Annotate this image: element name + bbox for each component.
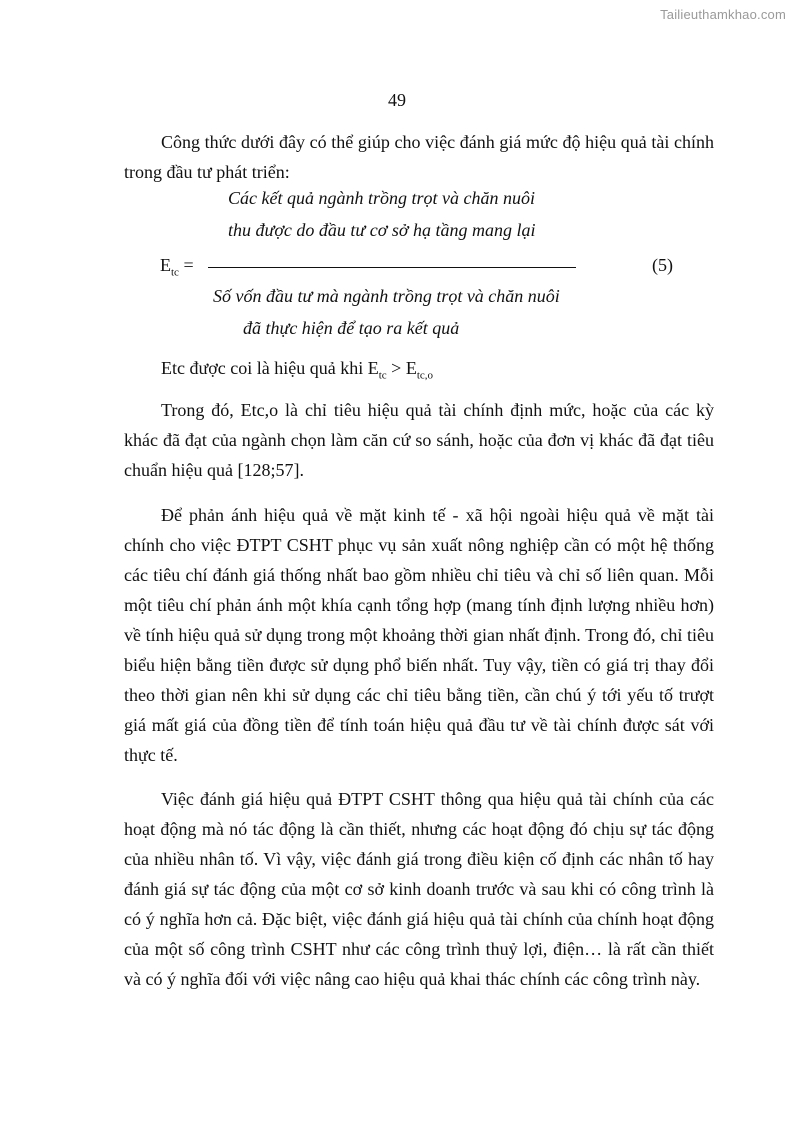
condition-line bbox=[161, 358, 433, 382]
condition-operator: > E bbox=[386, 358, 417, 378]
condition-text: Etc được coi là hiệu quả khi E bbox=[161, 358, 379, 378]
condition-subscript-2: tc,o bbox=[416, 369, 434, 382]
paragraph-socioeconomic: Để phản ánh hiệu quả về mặt kinh tế - xã hội ngoài hiệu quả về mặt tài chính cho việc ĐTPT CSHT phục vụ sản xuất nông nghiệp cần có một hệ thống các tiêu chí đánh giá thống nhất bao gồm nhiều chỉ tiêu và chỉ số liên quan. Mỗi một tiêu chí phản ánh một khía cạnh tổng hợp (mang tính định lượng nhiều hơn) về tính hiệu quả sử dụng trong một khoảng thời gian nhất định. Trong đó, chỉ tiêu biểu hiện bằng tiền được sử dụng phổ biến nhất. Tuy vậy, tiền có giá trị thay đổi theo thời gian nên khi sử dụng các chỉ tiêu bằng tiền, cần chú ý tới yếu tố trượt giá mất giá của đồng tiền để tính toán hiệu quả đầu tư về tài chính được sát với thực tế. bbox=[124, 505, 714, 765]
formula-lhs bbox=[160, 255, 194, 279]
intro-paragraph: Công thức dưới đây có thể giúp cho việc đánh giá mức độ hiệu quả tài chính trong đầu tư phát triển: bbox=[124, 132, 714, 182]
page-number: 49 bbox=[388, 90, 406, 110]
equation-number: (5) bbox=[652, 255, 673, 275]
formula-block bbox=[0, 188, 794, 348]
formula-equals: = bbox=[178, 255, 194, 275]
formula-numerator-line-2: thu được do đầu tư cơ sở hạ tầng mang lại bbox=[228, 220, 536, 240]
paragraph-evaluation: Việc đánh giá hiệu quả ĐTPT CSHT thông qua hiệu quả tài chính của các hoạt động mà nó tác động là cần thiết, nhưng các hoạt động đó chịu sự tác động của nhiều nhân tố. Vì vậy, việc đánh giá trong điều kiện cố định các nhân tố hay đánh giá sự tác động của một cơ sở kinh doanh trước và sau khi có công trình là có ý nghĩa hơn cả. Đặc biệt, việc đánh giá hiệu quả tài chính của chính hoạt động của một số công trình CSHT như các công trình thuỷ lợi, điện… là rất cần thiết và có ý nghĩa đối với việc nâng cao hiệu quả khai thác chính các công trình này. bbox=[124, 789, 714, 989]
paragraph-definition: Trong đó, Etc,o là chỉ tiêu hiệu quả tài chính định mức, hoặc của các kỳ khác đã đạt của ngành chọn làm căn cứ so sánh, hoặc của đơn vị khác đã đạt tiêu chuẩn hiệu quả [128;57]. bbox=[124, 400, 714, 480]
formula-lhs-base: E bbox=[160, 255, 171, 275]
formula-lhs-subscript: tc bbox=[171, 266, 179, 279]
condition-subscript-1: tc bbox=[378, 369, 387, 382]
formula-denominator-line-1: Số vốn đầu tư mà ngành trồng trọt và chăn nuôi bbox=[213, 286, 560, 306]
fraction-bar bbox=[208, 267, 576, 268]
formula-numerator-line-1: Các kết quả ngành trồng trọt và chăn nuôi bbox=[228, 188, 535, 208]
watermark: Tailieuthamkhao.com bbox=[660, 7, 786, 22]
formula-denominator-line-2: đã thực hiện để tạo ra kết quả bbox=[243, 318, 460, 338]
